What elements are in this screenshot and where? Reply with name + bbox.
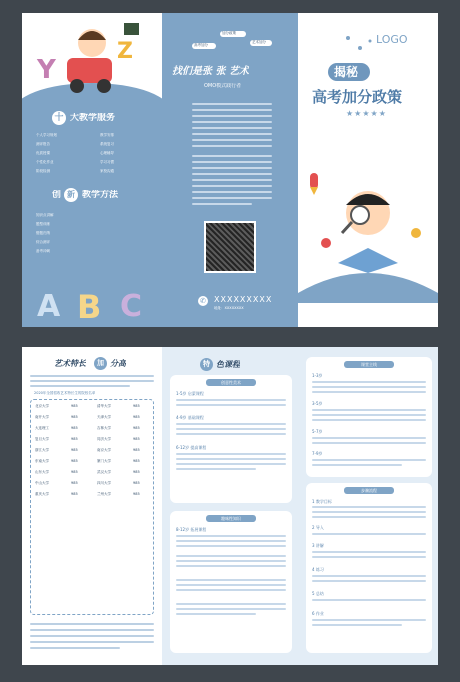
university-rank: 985 [71,492,78,496]
phone-number: XXXXXXXXX [214,295,273,304]
university-name: 南开大学 [35,415,49,419]
university-name: 清华大学 [97,404,111,408]
university-name: 同济大学 [97,437,111,441]
panel-services [22,13,162,327]
university-name: 东南大学 [35,459,49,463]
university-name: 武汉大学 [97,470,111,474]
age-label: 1-3岁 [312,373,323,378]
section-c-heading: 课堂主线 [344,361,394,368]
abc-letters-illustration [32,268,157,323]
university-rank: 985 [133,426,140,430]
university-name: 四川大学 [97,481,111,485]
method-item: 备考冲刺 [36,249,50,253]
universities-heading: 2020年全国招收艺术特长生的院校名单 [34,391,96,395]
panel-classroom [300,347,438,665]
university-rank: 985 [133,481,140,485]
section-b-heading: 色课程 [216,360,240,369]
cover-title: 高考加分政策 [312,88,403,106]
university-rank: 985 [133,437,140,441]
svg-text:Y: Y [37,55,56,85]
method-item: 题型训练 [36,222,50,226]
university-name: 中山大学 [35,481,49,485]
address: 地址：XXXXXXXX [214,306,244,310]
section-a-heading: 艺术特长 [54,359,86,368]
service-item: 家校沟通 [100,169,114,173]
reading-boy-illustration [298,143,438,303]
university-rank: 985 [71,481,78,485]
classroom-card [306,357,432,477]
university-name: 吉林大学 [97,426,111,430]
step-label: 6 作业 [312,611,324,616]
section-a-badge: 加 [94,357,107,370]
university-rank: 985 [71,437,78,441]
university-name: 天津大学 [97,415,111,419]
course-item: 6-12岁 提高课程 [176,445,207,450]
university-rank: 985 [133,459,140,463]
methods-heading-prefix: 创 [52,190,62,200]
brochure-inside [22,347,438,665]
university-name: 复旦大学 [35,437,49,441]
process-card [306,483,432,653]
title-highlight: 揭秘 [334,65,359,79]
svg-text:A: A [37,289,61,323]
course-card [170,511,292,653]
university-name: 浙江大学 [35,448,49,452]
methods-heading: 教学方法 [82,190,119,200]
age-label: 3-5岁 [312,401,323,406]
university-name: 北京大学 [35,404,49,408]
university-name: 山东大学 [35,470,49,474]
university-rank: 985 [133,415,140,419]
service-item: 测评报告 [36,142,50,146]
svg-text:C: C [120,289,143,323]
tab-label: 高考加分 [194,43,208,47]
service-item: 系统复习 [100,142,114,146]
university-rank: 985 [133,448,140,452]
service-item: 心理辅导 [100,151,114,155]
university-rank: 985 [133,470,140,474]
university-name: 大连理工 [35,426,49,430]
step-label: 3 讲解 [312,543,324,548]
university-rank: 985 [71,404,78,408]
tab-label: 艺术加分 [252,40,266,44]
tab-label: 加分政策 [222,31,236,35]
method-item: 错题归纳 [36,231,50,235]
section-a-suffix: 分高 [110,359,126,368]
section-number-badge: 十 [52,111,66,125]
svg-text:B: B [77,288,102,323]
panel-brand [162,13,298,327]
phone-icon: ✆ [198,296,208,306]
course-item: 1-5岁 启蒙课程 [176,391,204,396]
service-item: 个性化作业 [36,160,54,164]
course-item: 8-12岁 拓展课程 [176,527,207,532]
brochure-front [22,13,438,327]
boy-car-illustration [32,18,142,98]
panel-cover [298,13,438,327]
age-label: 7-9岁 [312,451,323,456]
step-label: 4 练习 [312,567,324,572]
university-name: 南京大学 [97,448,111,452]
course-card [170,375,292,503]
university-name: 厦门大学 [97,459,111,463]
section-b-badge: 特 [200,358,213,371]
method-item: 知识点讲解 [36,213,54,217]
service-item: 个人学习规划 [36,133,57,137]
university-rank: 985 [71,448,78,452]
service-item: 教学安排 [100,133,114,137]
course-card-title: 趣味性知识 [206,515,256,522]
brand-slogan: 找们是张 张 艺术 [172,66,249,77]
university-table [30,399,154,615]
service-item: 阶段检测 [36,169,50,173]
university-rank: 985 [133,492,140,496]
age-label: 5-7岁 [312,429,323,434]
university-rank: 985 [71,459,78,463]
university-name: 兰州大学 [97,492,111,496]
university-rank: 985 [71,415,78,419]
university-rank: 985 [133,404,140,408]
qr-code[interactable] [204,221,256,273]
course-item: 4-9岁 基础课程 [176,415,204,420]
step-label: 5 总结 [312,591,324,596]
course-card-title: 创意性美术 [206,379,256,386]
university-rank: 985 [71,426,78,430]
panel-universities [22,347,162,665]
svg-text:Z: Z [117,39,133,64]
service-item: 优质授课 [36,151,50,155]
methods-badge: 新 [64,188,78,202]
university-name: 重庆大学 [35,492,49,496]
rain-drops-decoration [338,33,408,63]
rating-stars-icon: ★★★★★ [346,109,387,118]
process-title: 步骤流程 [344,487,394,494]
step-label: 2 导入 [312,525,324,530]
university-rank: 985 [71,470,78,474]
method-item: 综合测评 [36,240,50,244]
sub-slogan: OMO模式践行者 [204,83,242,89]
panel-courses [164,347,298,665]
service-item: 学习习惯 [100,160,114,164]
services-heading: 大教学服务 [70,113,116,123]
logo: LOGO [376,33,408,46]
step-label: 1 教学目标 [312,499,332,504]
